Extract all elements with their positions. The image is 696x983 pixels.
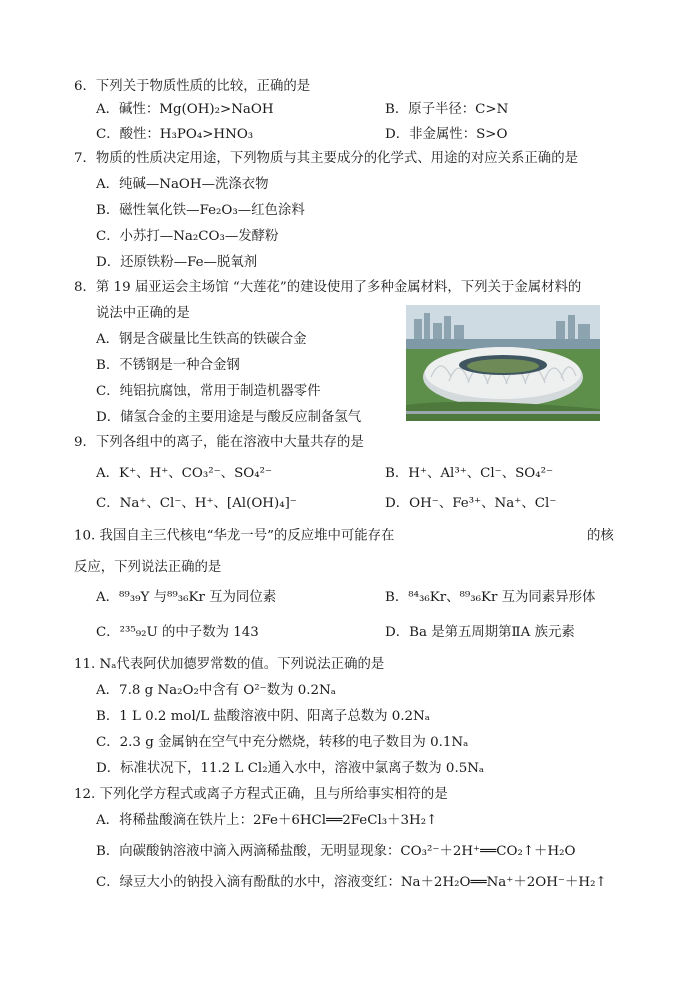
q9-option-d: D．OH⁻、Fe³⁺、Na⁺、Cl⁻ xyxy=(385,496,557,511)
q10-stem-line2: 反应，下列说法正确的是 xyxy=(74,560,222,575)
q11-option-d: D．标准状况下，11.2 L Cl₂通入水中，溶液中氯离子数为 0.5Nₐ xyxy=(96,761,485,776)
q12-option-b: B．向碳酸钠溶液中滴入两滴稀盐酸，无明显现象：CO₃²⁻＋2H⁺══CO₂↑＋H₂O xyxy=(96,844,576,859)
q8-stem-line1: 8．第 19 届亚运会主场馆 “大莲花”的建设使用了多种金属材料，下列关于金属材料的 xyxy=(74,280,582,295)
q6-stem: 6．下列关于物质性质的比较，正确的是 xyxy=(74,79,311,94)
q6-option-a: A．碱性：Mg(OH)₂>NaOH xyxy=(96,102,274,117)
q8-option-d: D．储氢合金的主要用途是与酸反应制备氢气 xyxy=(96,410,362,425)
q12-option-c: C．绿豆大小的钠投入滴有酚酞的水中，溶液变红：Na＋2H₂O══Na⁺＋2OH⁻＋H₂↑ xyxy=(96,875,607,890)
q10-stem-start: 10. 我国自主三代核电“华龙一号”的反应堆中可能存在 xyxy=(74,528,395,544)
q10-option-a: A．⁸⁹₃₉Y 与⁸⁹₃₆Kr 互为同位素 xyxy=(96,590,277,605)
q12-option-a: A．将稀盐酸滴在铁片上：2Fe＋6HCl══2FeCl₃＋3H₂↑ xyxy=(96,813,438,828)
q6-option-b: B．原子半径：C>N xyxy=(385,102,509,117)
q10-option-d: D．Ba 是第五周期第ⅡA 族元素 xyxy=(385,625,575,640)
q8-option-a: A．钢是含碳量比生铁高的铁碳合金 xyxy=(96,332,307,347)
q7-option-a: A．纯碱—NaOH—洗涤衣物 xyxy=(96,177,269,192)
q11-stem: 11. Nₐ代表阿伏加德罗常数的值。下列说法正确的是 xyxy=(74,657,385,672)
q7-option-b: B．磁性氧化铁—Fe₂O₃—红色涂料 xyxy=(96,203,305,218)
q12-stem: 12. 下列化学方程式或离子方程式正确，且与所给事实相符的是 xyxy=(74,787,448,802)
q11-option-c: C．2.3 g 金属钠在空气中充分燃烧，转移的电子数目为 0.1Nₐ xyxy=(96,735,469,750)
q10-stem-end: 的核 xyxy=(586,528,614,544)
stadium-photo xyxy=(406,305,600,421)
q9-option-c: C．Na⁺、Cl⁻、H⁺、[Al(OH)₄]⁻ xyxy=(96,496,297,511)
q7-option-d: D．还原铁粉—Fe—脱氧剂 xyxy=(96,255,258,270)
q10-stem-line1 xyxy=(74,526,614,547)
q8-option-b: B．不锈钢是一种合金钢 xyxy=(96,358,240,373)
q8-stem-line2: 说法中正确的是 xyxy=(96,306,190,321)
q9-stem: 9．下列各组中的离子，能在溶液中大量共存的是 xyxy=(74,435,364,450)
q11-option-a: A．7.8 g Na₂O₂中含有 O²⁻数为 0.2Nₐ xyxy=(96,683,336,698)
q6-option-c: C．酸性：H₃PO₄>HNO₃ xyxy=(96,127,254,142)
nuclear-reaction-equation xyxy=(399,526,583,546)
q11-option-b: B．1 L 0.2 mol/L 盐酸溶液中阴、阳离子总数为 0.2Nₐ xyxy=(96,709,430,724)
q9-option-b: B．H⁺、Al³⁺、Cl⁻、SO₄²⁻ xyxy=(385,466,554,481)
q8-option-c: C．纯铝抗腐蚀，常用于制造机器零件 xyxy=(96,384,321,399)
q6-option-d: D．非金属性：S>O xyxy=(385,127,508,142)
q10-option-b: B．⁸⁴₃₆Kr、⁸⁹₃₆Kr 互为同素异形体 xyxy=(385,590,596,605)
stadium-illustration xyxy=(406,305,600,421)
q10-option-c: C．²³⁵₉₂U 的中子数为 143 xyxy=(96,625,259,640)
q9-option-a: A．K⁺、H⁺、CO₃²⁻、SO₄²⁻ xyxy=(96,466,273,481)
q7-stem: 7．物质的性质决定用途，下列物质与其主要成分的化学式、用途的对应关系正确的是 xyxy=(74,151,578,166)
q7-option-c: C．小苏打—Na₂CO₃—发酵粉 xyxy=(96,229,279,244)
